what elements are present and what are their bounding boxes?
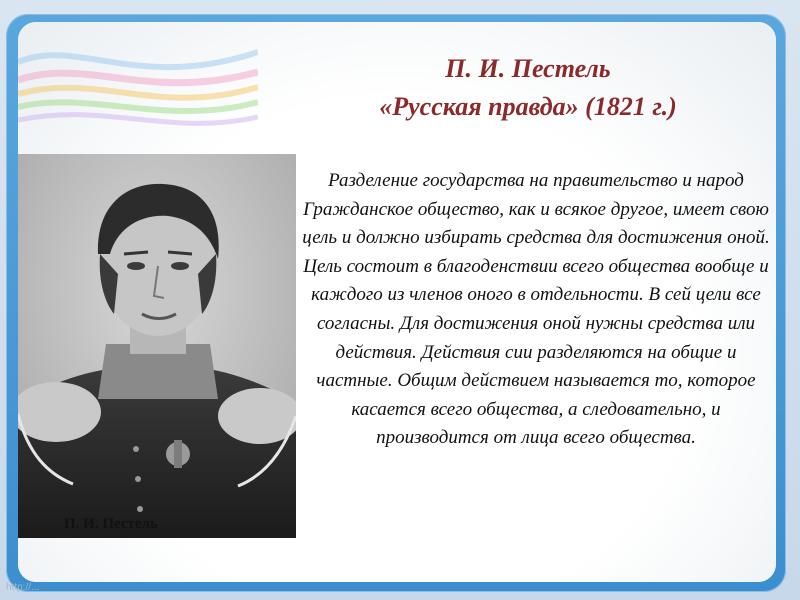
decorative-ribbon-image: [18, 32, 258, 142]
portrait-image: [18, 154, 296, 538]
portrait-caption: П. И. Пестель: [64, 516, 158, 532]
slide-panel: [18, 22, 776, 582]
title-line-1: П. И. Пестель: [445, 54, 611, 83]
slide-title: [248, 50, 776, 126]
title-line-2: «Русская правда» (1821 г.): [379, 92, 677, 121]
quote-text: Разделение государства на правительство и народ Гражданское общество, как и всякое другое, имеет свою цель и должно избирать средства для достижения оной. Цель состоит в благоденствии всего общества вообще и каждого из членов оного в отдельности. В сей цели все согласны. Для достижения оной нужны средства или действия. Действия сии разделяются на общие и частные. Общим действием называется то, которое касается всего общества, а следовательно, и производится от лица всего общества.: [302, 170, 770, 449]
watermark-text: http://...: [6, 582, 40, 593]
